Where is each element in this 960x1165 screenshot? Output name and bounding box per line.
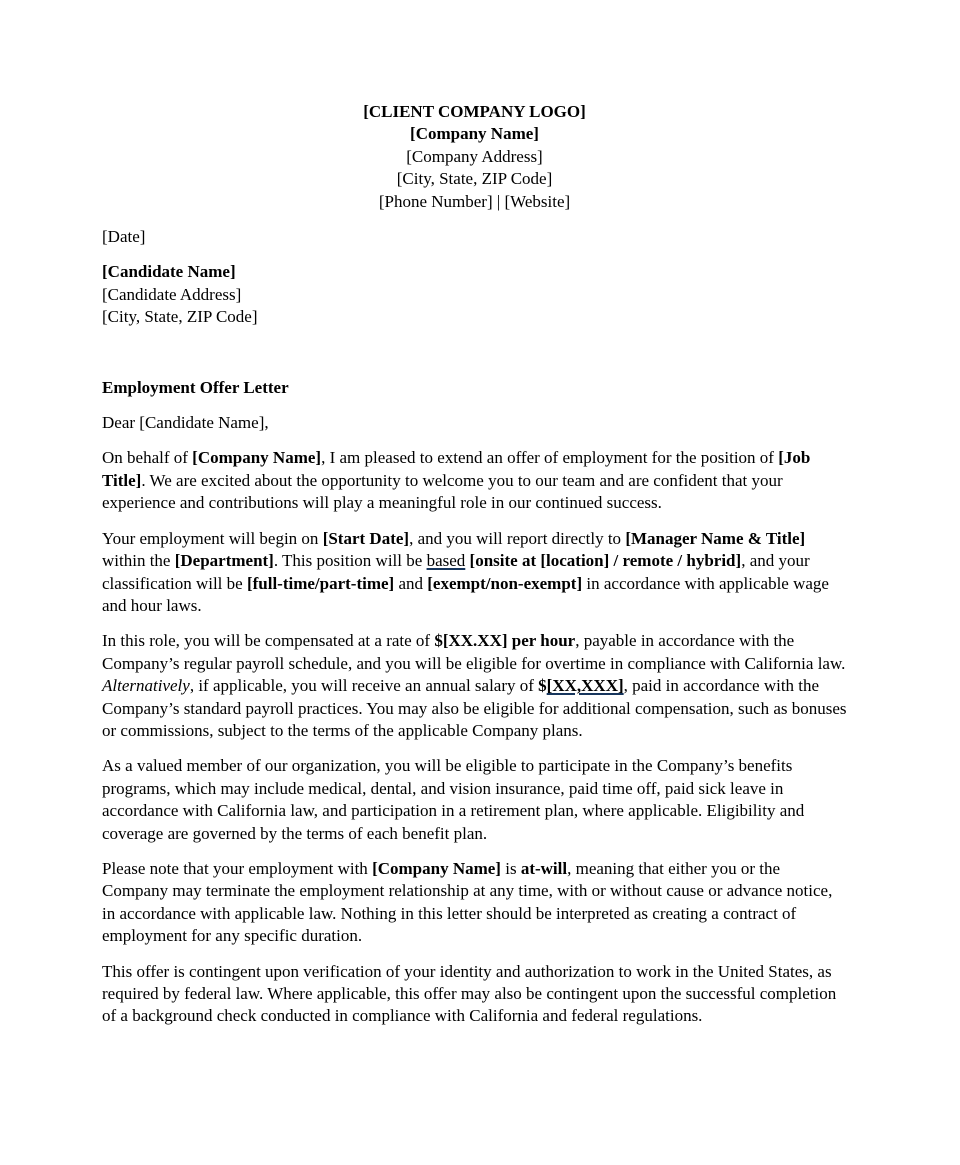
date-line: [Date]	[102, 227, 146, 247]
body-paragraph-compensation: In this role, you will be compensated at a rate of $[XX.XX] per hour, payable in accordance with the Company’s regular payroll schedule, and you will be eligible for overtime in compliance with California law. Alternatively, if applicable, you will receive an annual salary of $[XX,XXX], paid in accordance with the Company’s standard payroll practices. You may also be eligible for additional compensation, such as bonuses or commissions, subject to the terms of the applicable Company plans.	[102, 631, 847, 740]
body-paragraph-at-will: Please note that your employment with [Company Name] is at-will, meaning that either you or the Company may terminate the employment relationship at any time, with or without cause or advance notice, in accordance with applicable law. Nothing in this letter should be interpreted as creating a contract of employment for any specific duration.	[102, 858, 833, 946]
company-name: [Company Name]	[410, 124, 539, 144]
salutation: Dear [Candidate Name],	[102, 413, 269, 433]
recipient-block	[102, 261, 847, 328]
recipient-name: [Candidate Name]	[102, 262, 236, 282]
company-logo-placeholder: [CLIENT COMPANY LOGO]	[363, 102, 586, 121]
company-phone-website: [Phone Number] | [Website]	[378, 191, 571, 211]
company-city-state-zip: [City, State, ZIP Code]	[396, 169, 553, 189]
body-paragraph-contingency: This offer is contingent upon verification of your identity and authorization to work in the United States, as required by federal law. Where applicable, this offer may also be contingent upon the successful completion of a background check conducted in compliance with California and federal regulations.	[102, 961, 837, 1026]
body-paragraph-benefits: As a valued member of our organization, you will be eligible to participate in the Company’s benefits programs, which may include medical, dental, and vision insurance, paid time off, paid sick leave in accordance with California law, and participation in a retirement plan, where applicable. Eligibility and coverage are governed by the terms of each benefit plan.	[102, 756, 805, 843]
company-address: [Company Address]	[406, 146, 543, 166]
body-paragraph-start-date: Your employment will begin on [Start Date], and you will report directly to [Manager Name & Title] within the [Department]. This position will be based [onsite at [location] / remote / hybrid], and your classification will be [full-time/part-time] and [exempt/non-exempt] in accordance with applicable wage and hour laws.	[102, 528, 829, 615]
subject-heading: Employment Offer Letter	[102, 377, 289, 397]
recipient-city-state-zip: [City, State, ZIP Code]	[102, 307, 258, 327]
body-paragraph-offer: On behalf of [Company Name], I am pleased to extend an offer of employment for the position of [Job Title]. We are excited about the opportunity to welcome you to our team and are confident that your experience and contributions will play a meaningful role in our continued success.	[102, 448, 811, 513]
recipient-address: [Candidate Address]	[102, 284, 242, 304]
letterhead	[102, 101, 847, 213]
